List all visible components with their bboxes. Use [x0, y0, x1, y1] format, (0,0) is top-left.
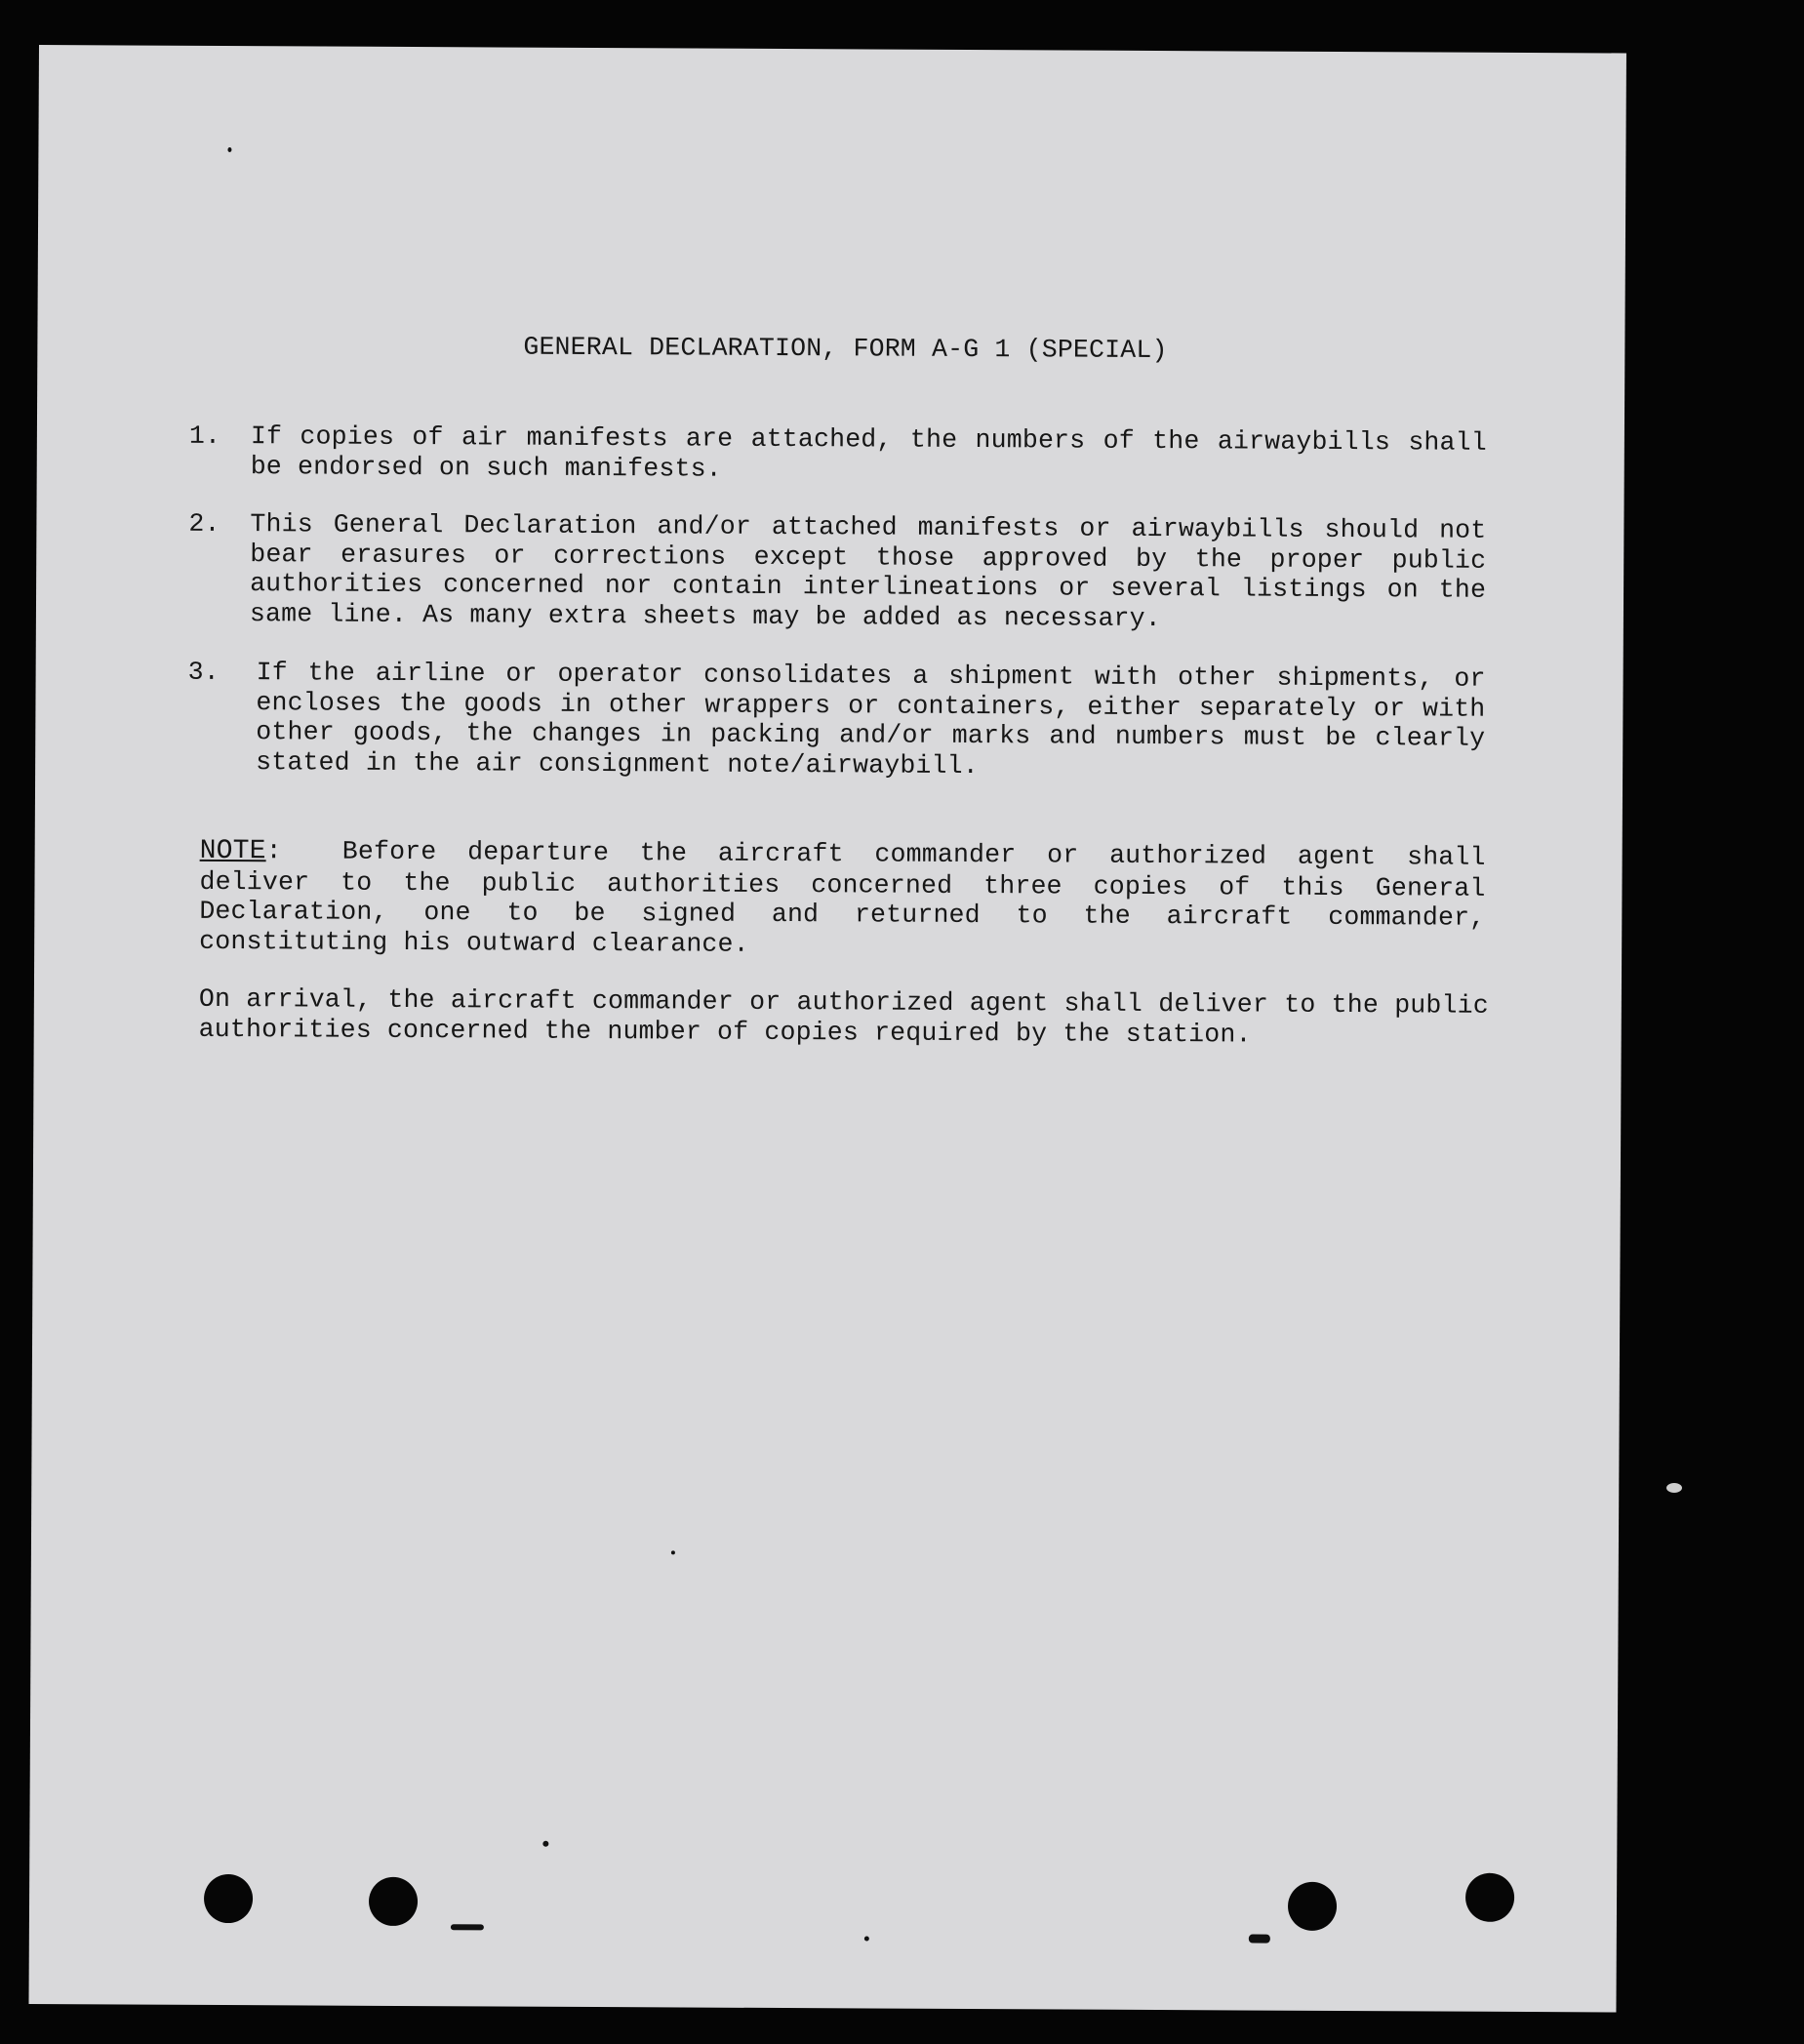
- ink-speck: [1249, 1935, 1270, 1944]
- note-text: Before departure the aircraft commander or authorized agent shall deliver to the public authorities concerned three copies of this General Declaration, one to be signed and returned to the aircraft commander, constituting his outward clearance.: [199, 836, 1486, 959]
- ink-speck: [671, 1550, 675, 1554]
- item-text: This General Declaration and/or attached manifests or airwaybills should not bear erasures or corrections except those approved by the proper public authorities concerned nor contain interlineations or several listings on the same line. As many extra sheets may be added as necessary.: [249, 509, 1487, 633]
- list-item: [189, 421, 1487, 488]
- note-paragraph: [199, 836, 1486, 963]
- ink-speck: [864, 1936, 869, 1941]
- document-title: GENERAL DECLARATION, FORM A-G 1 (SPECIAL): [523, 332, 1168, 366]
- item-number: 2.: [188, 508, 220, 539]
- ink-speck: [451, 1924, 484, 1930]
- item-text: If copies of air manifests are attached, the numbers of the airwaybills shall be endorsed on such manifests.: [250, 421, 1487, 484]
- punch-hole: [369, 1877, 418, 1926]
- ink-speck: [227, 147, 231, 152]
- arrival-paragraph: On arrival, the aircraft commander or authorized agent shall deliver to the public authorities concerned the number of copies required by the station.: [198, 983, 1489, 1050]
- punch-hole: [204, 1874, 253, 1923]
- item-number: 3.: [187, 657, 220, 687]
- item-text: If the airline or operator consolidates a shipment with other shipments, or encloses the goods in other wrappers or containers, either separately or with other goods, the changes in packing and/or marks and numbers must be clearly stated in the air consignment note/airwaybill.: [256, 658, 1486, 781]
- punch-hole: [1465, 1873, 1514, 1922]
- ink-speck: [542, 1841, 548, 1847]
- list-item: [188, 509, 1487, 635]
- item-number: 1.: [188, 421, 221, 451]
- list-item: [187, 658, 1486, 783]
- document-page: [28, 45, 1625, 2012]
- note-label: NOTE:: [199, 835, 282, 867]
- note-colon: :: [265, 836, 282, 866]
- punch-hole: [1288, 1882, 1337, 1931]
- margin-speck: [1666, 1483, 1682, 1493]
